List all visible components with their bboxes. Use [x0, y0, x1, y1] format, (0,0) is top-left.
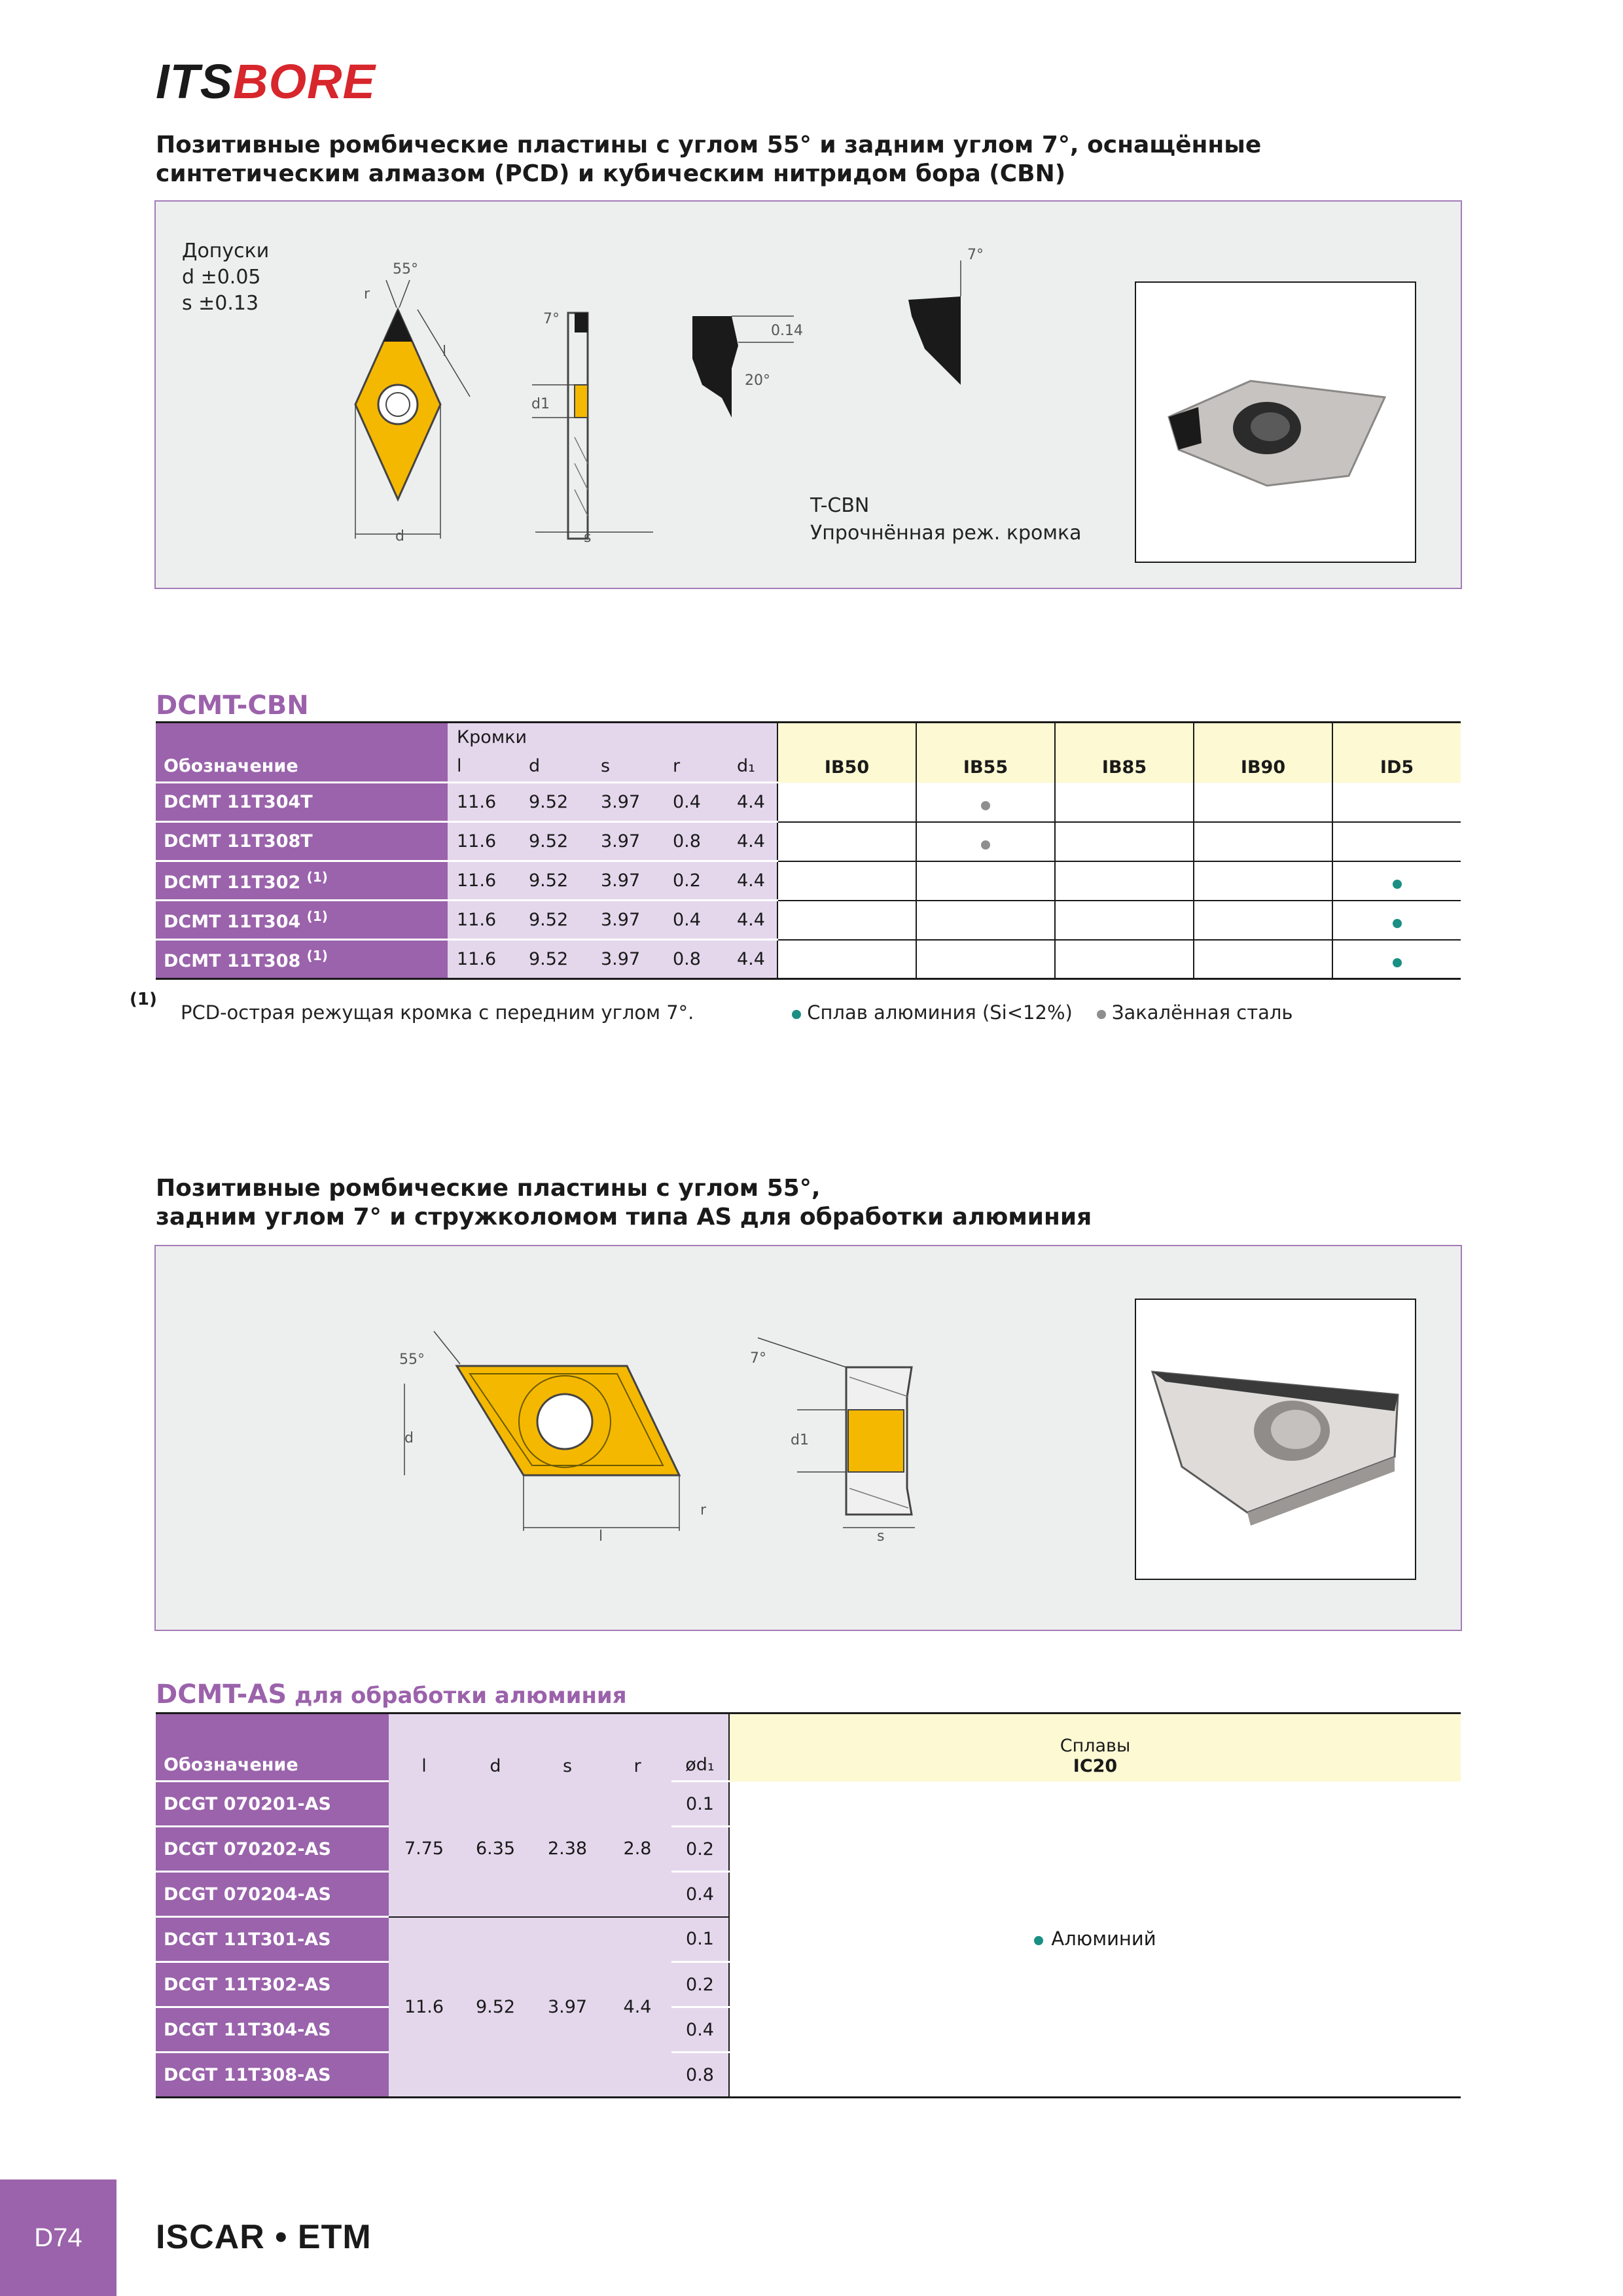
grey-dot-icon	[981, 801, 990, 810]
brand-footer: ISCAR • ETM	[156, 2218, 372, 2256]
col-r: r	[664, 753, 728, 783]
col-designation: Обозначение	[156, 723, 448, 783]
grade-cell	[916, 901, 1055, 940]
grade-cell	[1332, 861, 1461, 901]
grade-ib85: IB85	[1055, 723, 1194, 783]
footnote-text: PCD-острая режущая кромка с передним углом 7°.	[181, 1001, 694, 1024]
teal-dot-icon	[1034, 1936, 1043, 1945]
teal-dot-icon	[1393, 919, 1402, 928]
row-designation: DCGT 070204-AS	[156, 1872, 389, 1917]
cell-d: 9.52	[520, 940, 592, 979]
grade-cell	[1332, 783, 1461, 822]
cell-d1: 4.4	[728, 822, 777, 861]
insert-side-section	[532, 313, 653, 539]
grade-cell	[1332, 901, 1461, 940]
svg-text:7°: 7°	[750, 1350, 766, 1367]
page-number: D74	[0, 2179, 116, 2296]
cell-d1: 0.4	[671, 2007, 729, 2053]
cell-r: 0.2	[664, 861, 728, 901]
alloys-header: Сплавы IC20	[729, 1713, 1461, 1782]
grade-cell	[1055, 783, 1194, 822]
grade-cell	[1194, 822, 1332, 861]
grade-ib90: IB90	[1194, 723, 1332, 783]
row-designation: DCMT 11T308 $^{(1)}$	[156, 940, 448, 979]
col2-d: d	[459, 1713, 531, 1782]
svg-text:55°: 55°	[399, 1352, 425, 1368]
cell-r: 0.8	[664, 940, 728, 979]
cell-l: 11.6	[448, 783, 520, 822]
svg-text:l: l	[599, 1528, 603, 1545]
insert-photo-cbn	[1135, 281, 1416, 563]
footnote-ref: (1)	[306, 869, 328, 885]
insert-image-cbn	[1136, 283, 1415, 562]
footnote-ref: (1)	[306, 947, 328, 963]
section1-drawing-panel	[154, 200, 1462, 589]
table1-title: DCMT-CBN	[156, 691, 309, 721]
svg-text:d1: d1	[791, 1432, 809, 1448]
cell-s: 3.97	[592, 861, 664, 901]
col-l: l	[448, 753, 520, 783]
insert-photo-as	[1135, 1299, 1416, 1580]
cell-l: 11.6	[448, 861, 520, 901]
grade-cell	[777, 861, 916, 901]
group-cell-s: 2.38	[531, 1782, 603, 1917]
grade-cell	[1194, 783, 1332, 822]
svg-text:20°: 20°	[745, 372, 770, 389]
col-d1: d₁	[728, 753, 777, 783]
section1-title: Позитивные ромбические пластины с углом 55° и задним углом 7°, оснащённые синтетическим алмазом (PCD) и кубическим нитридом бора (CBN)	[156, 132, 1262, 187]
cell-d1: 0.4	[671, 1872, 729, 1917]
grade-cell	[1194, 901, 1332, 940]
application-cell: Алюминий	[729, 1782, 1461, 2098]
svg-text:d: d	[404, 1430, 414, 1446]
group-cell-s: 3.97	[531, 1917, 603, 2098]
row-designation: DCGT 11T302-AS	[156, 1962, 389, 2007]
col-edges: Кромки	[448, 723, 777, 753]
row-designation: DCGT 11T304-AS	[156, 2007, 389, 2053]
grade-cell	[1332, 940, 1461, 979]
grade-cell	[916, 940, 1055, 979]
col2-r: r	[603, 1713, 671, 1782]
insert-as-side-section	[758, 1338, 915, 1528]
table-row	[156, 1782, 1461, 1827]
grade-cell	[1055, 861, 1194, 901]
grade-cell	[1194, 861, 1332, 901]
tolerances: Допуски d ±0.05 s ±0.13	[182, 240, 270, 315]
table-row	[156, 901, 1461, 940]
cell-s: 3.97	[592, 783, 664, 822]
row-designation: DCMT 11T308T	[156, 822, 448, 861]
cell-r: 0.4	[664, 783, 728, 822]
edge-detail-rake	[908, 260, 961, 385]
svg-text:r: r	[364, 286, 370, 302]
grade-cell	[1055, 822, 1194, 861]
grey-dot-icon	[1097, 1010, 1106, 1019]
section2-drawing-panel	[154, 1245, 1462, 1631]
col-d: d	[520, 753, 592, 783]
cell-d1: 0.8	[671, 2053, 729, 2098]
table1-body	[156, 783, 1461, 979]
group-cell-r: 4.4	[603, 1917, 671, 2098]
svg-text:r: r	[700, 1502, 707, 1518]
grade-cell	[777, 783, 916, 822]
cell-s: 3.97	[592, 901, 664, 940]
group-cell-d: 6.35	[459, 1782, 531, 1917]
table-row	[156, 940, 1461, 979]
cell-d1: 4.4	[728, 783, 777, 822]
svg-text:d: d	[395, 528, 404, 545]
svg-text:7°: 7°	[967, 247, 984, 263]
row-designation: DCMT 11T304T	[156, 783, 448, 822]
svg-text:7°: 7°	[543, 311, 560, 327]
table-row	[156, 783, 1461, 822]
col2-d1: ød₁	[671, 1713, 729, 1782]
svg-text:0.14: 0.14	[771, 323, 803, 339]
cell-d1: 4.4	[728, 861, 777, 901]
cell-d: 9.52	[520, 783, 592, 822]
col-designation-2: Обозначение	[156, 1713, 389, 1782]
cell-d: 9.52	[520, 861, 592, 901]
grade-cell	[916, 783, 1055, 822]
grade-cell	[916, 822, 1055, 861]
grade-cell	[777, 901, 916, 940]
cell-l: 11.6	[448, 901, 520, 940]
row-designation: DCGT 070201-AS	[156, 1782, 389, 1827]
svg-text:d1: d1	[531, 396, 550, 412]
grade-cell	[1055, 901, 1194, 940]
cell-d1: 4.4	[728, 940, 777, 979]
grade-cell	[1055, 940, 1194, 979]
teal-dot-icon	[792, 1010, 801, 1019]
cell-d1: 0.2	[671, 1827, 729, 1872]
cell-r: 0.8	[664, 822, 728, 861]
cell-d1: 0.1	[671, 1917, 729, 1962]
table2-title: DCMT-AS для обработки алюминия	[156, 1679, 627, 1710]
grade-cell	[777, 822, 916, 861]
itsbore-logo: ITSBORE	[156, 54, 376, 109]
grade-cell	[777, 940, 916, 979]
row-designation: DCGT 070202-AS	[156, 1827, 389, 1872]
section2-title: Позитивные ромбические пластины с углом 55°, задним углом 7° и стружколомом типа AS для обработки алюминия	[156, 1175, 1092, 1230]
grade-cell	[1332, 822, 1461, 861]
col-s: s	[592, 753, 664, 783]
cbn-note: T-CBN Упрочнённая реж. кромка	[810, 494, 1082, 545]
grade-ib50: IB50	[777, 723, 916, 783]
row-designation: DCGT 11T301-AS	[156, 1917, 389, 1962]
teal-dot-icon	[1393, 880, 1402, 889]
cell-d1: 0.1	[671, 1782, 729, 1827]
cell-l: 11.6	[448, 822, 520, 861]
cell-s: 3.97	[592, 822, 664, 861]
insert-top-view	[355, 280, 470, 539]
cell-s: 3.97	[592, 940, 664, 979]
grade-ib55: IB55	[916, 723, 1055, 783]
insert-image-as	[1136, 1300, 1415, 1579]
cell-d1: 4.4	[728, 901, 777, 940]
cell-l: 11.6	[448, 940, 520, 979]
table-row	[156, 822, 1461, 861]
cell-d: 9.52	[520, 822, 592, 861]
col2-s: s	[531, 1713, 603, 1782]
grade-cell	[916, 861, 1055, 901]
table-row	[156, 861, 1461, 901]
col2-l: l	[389, 1713, 459, 1782]
group-cell-l: 11.6	[389, 1917, 459, 2098]
group-cell-d: 9.52	[459, 1917, 531, 2098]
cell-r: 0.4	[664, 901, 728, 940]
row-designation: DCGT 11T308-AS	[156, 2053, 389, 2098]
group-cell-r: 2.8	[603, 1782, 671, 1917]
svg-text:l: l	[442, 344, 447, 360]
table2-body	[156, 1782, 1461, 2098]
cell-d: 9.52	[520, 901, 592, 940]
grade-id5: ID5	[1332, 723, 1461, 783]
row-designation: DCMT 11T302 $^{(1)}$	[156, 861, 448, 901]
footnote-mark: (1)	[130, 990, 157, 1009]
grade-cell	[1194, 940, 1332, 979]
svg-text:s: s	[584, 529, 592, 546]
group-cell-l: 7.75	[389, 1782, 459, 1917]
row-designation: DCMT 11T304 $^{(1)}$	[156, 901, 448, 940]
material-legend: Сплав алюминия (Si<12%) Закалённая сталь	[792, 1001, 1293, 1024]
teal-dot-icon	[1393, 958, 1402, 967]
footnote-ref: (1)	[306, 908, 328, 924]
grey-dot-icon	[981, 840, 990, 850]
svg-text:55°: 55°	[393, 261, 418, 278]
svg-text:s: s	[877, 1528, 885, 1545]
insert-as-top-view	[404, 1331, 679, 1531]
dcmt-as-table	[156, 1712, 1461, 2098]
dcmt-cbn-table	[156, 721, 1461, 980]
cell-d1: 0.2	[671, 1962, 729, 2007]
